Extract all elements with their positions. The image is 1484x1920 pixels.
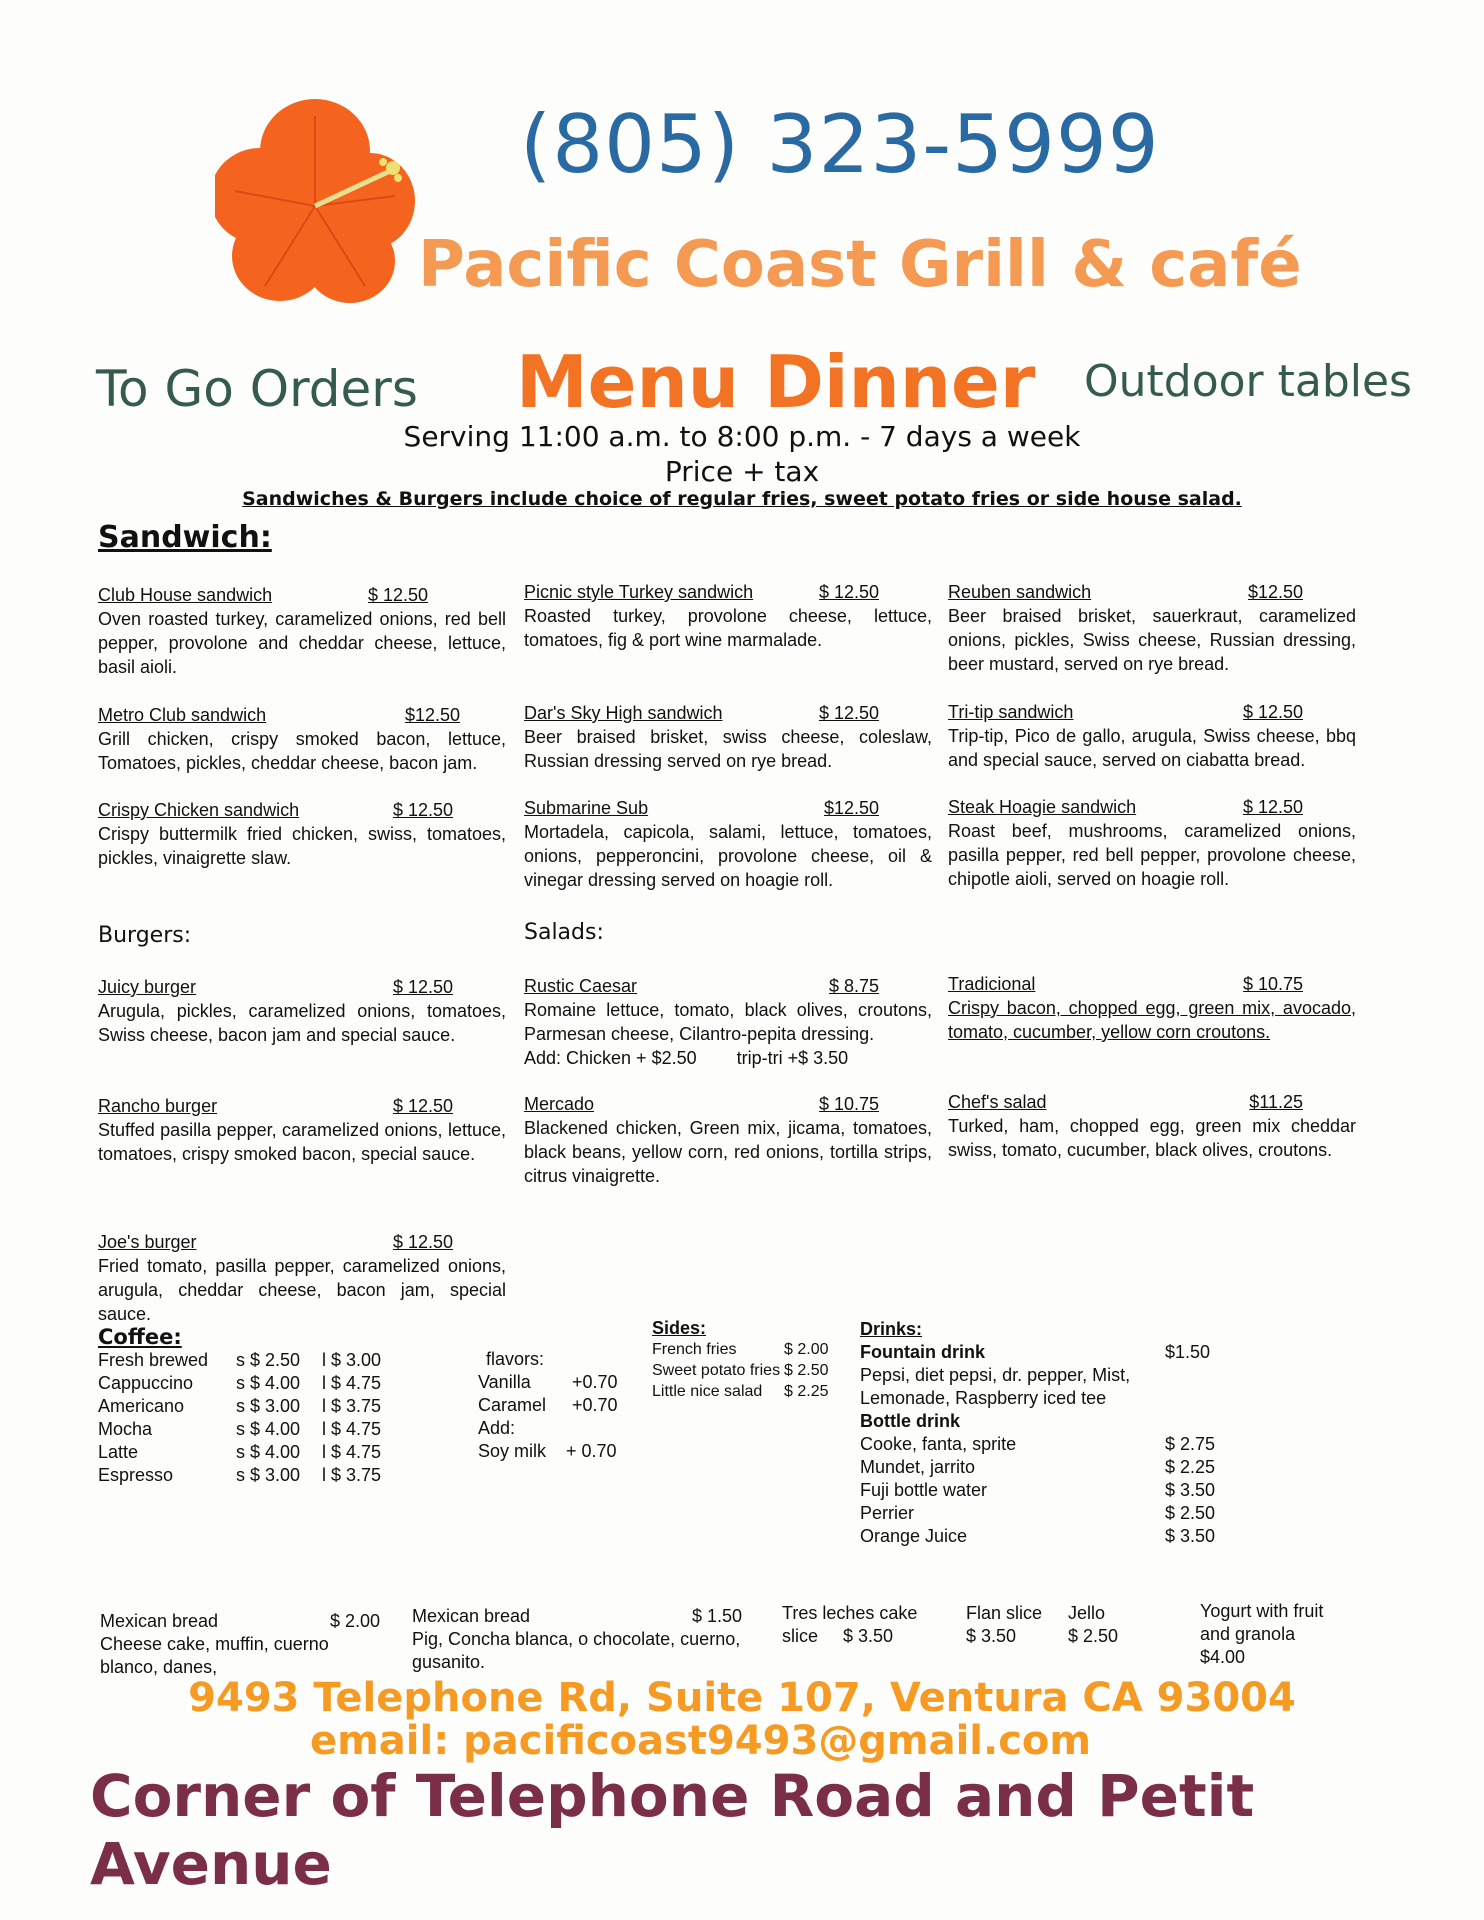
address: 9493 Telephone Rd, Suite 107, Ventura CA 93004 bbox=[188, 1675, 1296, 1721]
item-name: Juicy burger bbox=[98, 977, 197, 997]
coffee-large-price: l $ 3.75 bbox=[322, 1465, 382, 1485]
item-description: Turked, ham, chopped egg, green mix cheddar swiss, tomato, cucumber, black olives, croutons. bbox=[948, 1116, 1356, 1160]
item-name: Chef's salad bbox=[948, 1092, 1047, 1112]
item-description: Beer braised brisket, swiss cheese, coleslaw, Russian dressing served on rye bread. bbox=[524, 727, 932, 771]
coffee-name: Cappuccino bbox=[98, 1373, 194, 1393]
outdoor-tables: Outdoor tables bbox=[1084, 356, 1412, 407]
drink-row bbox=[860, 1502, 1215, 1525]
item-price: $ 12.50 bbox=[818, 703, 879, 723]
flavor-price: +0.70 bbox=[572, 1372, 618, 1392]
dessert-line-2: $ 3.50 bbox=[966, 1626, 1017, 1646]
bread-description: Pig, Concha blanca, o chocolate, cuerno, gusanito. bbox=[412, 1629, 741, 1672]
item-price: $ 12.50 bbox=[392, 800, 453, 820]
coffee-name: Mocha bbox=[98, 1419, 153, 1439]
menu-item-steak-hoagie bbox=[948, 795, 1356, 891]
item-name: Steak Hoagie sandwich bbox=[948, 797, 1137, 817]
flavors-section bbox=[478, 1348, 618, 1463]
dessert-line-1: Tres leches cake bbox=[782, 1603, 918, 1623]
item-description: Roasted turkey, provolone cheese, lettuce, tomatoes, fig & port wine marmalade. bbox=[524, 606, 932, 650]
item-price: $ 12.50 bbox=[1242, 702, 1303, 722]
item-description: Fried tomato, pasilla pepper, caramelized onions, arugula, cheddar cheese, bacon jam, special sauce. bbox=[98, 1256, 506, 1324]
side-name: French fries bbox=[652, 1341, 737, 1358]
jello bbox=[1068, 1602, 1118, 1648]
coffee-name: Fresh brewed bbox=[98, 1350, 209, 1370]
side-row bbox=[652, 1381, 828, 1402]
item-price: $12.50 bbox=[823, 798, 879, 818]
coffee-section bbox=[98, 1326, 381, 1487]
coffee-small-price: s $ 3.00 bbox=[236, 1396, 301, 1416]
item-description: Grill chicken, crispy smoked bacon, lettuce, Tomatoes, pickles, cheddar cheese, bacon jam. bbox=[98, 729, 506, 773]
item-name: Submarine Sub bbox=[524, 798, 649, 818]
drink-row bbox=[860, 1456, 1215, 1479]
coffee-large-price: l $ 4.75 bbox=[322, 1419, 382, 1439]
menu-item-tradicional bbox=[948, 972, 1356, 1044]
corner-location: Corner of Telephone Road and Petit Avenue bbox=[90, 1762, 1255, 1898]
coffee-row bbox=[98, 1395, 381, 1418]
bread-price: $ 1.50 bbox=[691, 1606, 742, 1626]
flavor-name: Vanilla bbox=[478, 1372, 531, 1392]
dessert-line-3: $4.00 bbox=[1200, 1647, 1246, 1667]
add-label: Add: bbox=[478, 1418, 516, 1438]
item-price: $ 12.50 bbox=[818, 582, 879, 602]
burgers-heading: Burgers: bbox=[98, 923, 192, 948]
drink-row bbox=[860, 1479, 1215, 1502]
bread-name: Mexican bread bbox=[412, 1606, 531, 1626]
coffee-heading: Coffee: bbox=[98, 1325, 182, 1349]
coffee-small-price: s $ 3.00 bbox=[236, 1465, 301, 1485]
item-description: Romaine lettuce, tomato, black olives, croutons, Parmesan cheese, Cilantro-pepita dressing. bbox=[524, 1000, 932, 1044]
item-price: $12.50 bbox=[1247, 582, 1303, 602]
coffee-row bbox=[98, 1349, 381, 1372]
item-description: Trip-tip, Pico de gallo, arugula, Swiss cheese, bbq and special sauce, served on ciabatta bread. bbox=[948, 726, 1356, 770]
drink-price: $ 3.50 bbox=[1165, 1526, 1216, 1546]
fountain-drink: Fountain drink bbox=[860, 1342, 985, 1362]
side-name: Sweet potato fries bbox=[652, 1362, 781, 1379]
dessert-line-2: slice $ 3.50 bbox=[782, 1626, 894, 1646]
item-description: Blackened chicken, Green mix, jicama, tomatoes, black beans, yellow corn, red onions, tortilla strips, citrus vinaigrette. bbox=[524, 1118, 932, 1186]
drink-price: $ 2.75 bbox=[1165, 1434, 1216, 1454]
menu-item-crispy-chicken bbox=[98, 798, 506, 870]
menu-item-picnic-turkey bbox=[524, 580, 932, 652]
coffee-small-price: s $ 2.50 bbox=[236, 1350, 301, 1370]
coffee-name: Americano bbox=[98, 1396, 185, 1416]
flavor-name: Caramel bbox=[478, 1395, 547, 1415]
menu-item-club-house bbox=[98, 583, 506, 679]
side-row bbox=[652, 1339, 828, 1360]
item-name: Rustic Caesar bbox=[524, 976, 638, 996]
menu-item-mercado bbox=[524, 1092, 932, 1188]
drink-price: $ 2.25 bbox=[1165, 1457, 1216, 1477]
bread-description: Cheese cake, muffin, cuerno blanco, danes, bbox=[100, 1634, 329, 1677]
menu-item-chefs-salad bbox=[948, 1090, 1356, 1162]
item-name: Dar's Sky High sandwich bbox=[524, 703, 723, 723]
menu-item-dars-sky-high bbox=[524, 701, 932, 773]
item-price: $11.25 bbox=[1249, 1092, 1303, 1112]
item-price: $ 12.50 bbox=[392, 1096, 453, 1116]
dessert-line-2: $ 2.50 bbox=[1068, 1626, 1119, 1646]
sandwich-heading: Sandwich: bbox=[98, 520, 272, 555]
add-chicken: Add: Chicken + $2.50 bbox=[524, 1048, 697, 1068]
drinks-section bbox=[860, 1318, 1215, 1548]
item-description: Oven roasted turkey, caramelized onions, red bell pepper, provolone and cheddar cheese, lettuce, basil aioli. bbox=[98, 609, 506, 677]
menu-item-rustic-caesar bbox=[524, 974, 932, 1070]
sides-section bbox=[652, 1318, 828, 1402]
fountain-desc-1: Pepsi, diet pepsi, dr. pepper, Mist, bbox=[860, 1365, 1131, 1385]
flavors-label: flavors: bbox=[486, 1349, 545, 1369]
item-name: Metro Club sandwich bbox=[98, 705, 267, 725]
drink-name: Cooke, fanta, sprite bbox=[860, 1434, 1017, 1454]
item-price: $ 12.50 bbox=[392, 1232, 453, 1252]
dessert-line-1: Flan slice bbox=[966, 1603, 1043, 1623]
item-price: $ 12.50 bbox=[367, 585, 428, 605]
item-name: Reuben sandwich bbox=[948, 582, 1092, 602]
coffee-row bbox=[98, 1372, 381, 1395]
menu-item-rancho-burger bbox=[98, 1094, 506, 1166]
menu-item-submarine bbox=[524, 796, 932, 892]
sides-heading: Sides: bbox=[652, 1318, 707, 1338]
menu-item-tri-tip bbox=[948, 700, 1356, 772]
tres-leches-cake bbox=[782, 1602, 917, 1648]
soy-milk-name: Soy milk bbox=[478, 1441, 547, 1461]
dessert-line-1: Yogurt with fruit bbox=[1200, 1601, 1324, 1621]
coffee-row bbox=[98, 1441, 381, 1464]
coffee-large-price: l $ 3.00 bbox=[322, 1350, 382, 1370]
menu-item-juicy-burger bbox=[98, 975, 506, 1047]
side-row bbox=[652, 1360, 828, 1381]
mexican-bread-2 bbox=[412, 1605, 742, 1674]
item-price: $ 10.75 bbox=[1242, 974, 1303, 994]
menu-item-joes-burger bbox=[98, 1230, 506, 1326]
item-name: Mercado bbox=[524, 1094, 595, 1114]
dessert-line-1: Jello bbox=[1068, 1603, 1106, 1623]
item-name: Joe's burger bbox=[98, 1232, 197, 1252]
restaurant-name: Pacific Coast Grill & café bbox=[418, 228, 1302, 302]
coffee-small-price: s $ 4.00 bbox=[236, 1419, 301, 1439]
soy-milk-price: + 0.70 bbox=[566, 1441, 617, 1461]
item-name: Picnic style Turkey sandwich bbox=[524, 582, 754, 602]
phone-number: (805) 323-5999 bbox=[520, 98, 1160, 191]
email: email: pacificoast9493@gmail.com bbox=[310, 1718, 1092, 1764]
drink-price: $ 2.50 bbox=[1165, 1503, 1216, 1523]
yogurt-granola bbox=[1200, 1600, 1323, 1669]
item-price: $ 12.50 bbox=[392, 977, 453, 997]
coffee-large-price: l $ 4.75 bbox=[322, 1373, 382, 1393]
fountain-desc-2: Lemonade, Raspberry iced tee bbox=[860, 1388, 1107, 1408]
item-price: $12.50 bbox=[404, 705, 460, 725]
coffee-large-price: l $ 4.75 bbox=[322, 1442, 382, 1462]
item-description: Mortadela, capicola, salami, lettuce, tomatoes, onions, pepperoncini, provolone cheese, oil & vinegar dressing served on hoagie roll. bbox=[524, 822, 932, 890]
flavor-price: +0.70 bbox=[572, 1395, 618, 1415]
item-description: Crispy buttermilk fried chicken, swiss, tomatoes, pickles, vinaigrette slaw. bbox=[98, 824, 506, 868]
menu-item-metro-club bbox=[98, 703, 506, 775]
drink-name: Orange Juice bbox=[860, 1526, 968, 1546]
menu-item-reuben bbox=[948, 580, 1356, 676]
coffee-name: Espresso bbox=[98, 1465, 174, 1485]
serving-hours: Serving 11:00 a.m. to 8:00 p.m. - 7 days a week bbox=[403, 420, 1081, 453]
item-description: Roast beef, mushrooms, caramelized onions, pasilla pepper, red bell pepper, provolone cheese, chipotle aioli, served on hoagie roll. bbox=[948, 821, 1356, 889]
drink-name: Perrier bbox=[860, 1503, 915, 1523]
item-description: Arugula, pickles, caramelized onions, tomatoes, Swiss cheese, bacon jam and special sauce. bbox=[98, 1001, 506, 1045]
flavor-row bbox=[478, 1394, 618, 1417]
bottle-drink: Bottle drink bbox=[860, 1411, 961, 1431]
coffee-small-price: s $ 4.00 bbox=[236, 1373, 301, 1393]
dessert-line-2: and granola bbox=[1200, 1624, 1296, 1644]
drink-name: Mundet, jarrito bbox=[860, 1457, 976, 1477]
flan-slice bbox=[966, 1602, 1042, 1648]
drink-row bbox=[860, 1433, 1215, 1456]
salads-heading: Salads: bbox=[524, 920, 604, 945]
drinks-heading: Drinks: bbox=[860, 1319, 923, 1339]
coffee-row bbox=[98, 1464, 381, 1487]
fountain-price: $1.50 bbox=[1165, 1342, 1211, 1362]
side-price: $ 2.00 bbox=[784, 1341, 829, 1358]
add-tri-tip: trip-tri +$ 3.50 bbox=[736, 1048, 849, 1068]
menu-title: Menu Dinner bbox=[516, 340, 1036, 424]
side-price: $ 2.25 bbox=[784, 1383, 829, 1400]
to-go-orders: To Go Orders bbox=[96, 360, 418, 418]
coffee-name: Latte bbox=[98, 1442, 139, 1462]
drink-row bbox=[860, 1525, 1215, 1548]
item-price: $ 12.50 bbox=[1242, 797, 1303, 817]
item-name: Rancho burger bbox=[98, 1096, 218, 1116]
bread-price: $ 2.00 bbox=[329, 1611, 380, 1631]
side-name: Little nice salad bbox=[652, 1383, 763, 1400]
side-price: $ 2.50 bbox=[784, 1362, 829, 1379]
item-description: Beer braised brisket, sauerkraut, caramelized onions, pickles, Swiss cheese, Russian dressing, beer mustard, served on rye bread. bbox=[948, 606, 1356, 674]
item-price: $ 10.75 bbox=[818, 1094, 879, 1114]
flavor-row bbox=[478, 1371, 618, 1394]
item-name: Club House sandwich bbox=[98, 585, 273, 605]
item-name: Tradicional bbox=[948, 974, 1036, 994]
price-tax-note: Price + tax bbox=[664, 455, 820, 488]
coffee-large-price: l $ 3.75 bbox=[322, 1396, 382, 1416]
includes-note: Sandwiches & Burgers include choice of regular fries, sweet potato fries or side house salad. bbox=[242, 488, 1242, 510]
item-name: Crispy Chicken sandwich bbox=[98, 800, 300, 820]
hibiscus-logo bbox=[215, 96, 415, 306]
item-price: $ 8.75 bbox=[828, 976, 879, 996]
drink-name: Fuji bottle water bbox=[860, 1480, 988, 1500]
coffee-row bbox=[98, 1418, 381, 1441]
drink-price: $ 3.50 bbox=[1165, 1480, 1216, 1500]
item-description: Crispy bacon, chopped egg, green mix, avocado, tomato, cucumber, yellow corn croutons. bbox=[948, 998, 1356, 1042]
mexican-bread-1 bbox=[100, 1610, 380, 1679]
coffee-small-price: s $ 4.00 bbox=[236, 1442, 301, 1462]
bread-name: Mexican bread bbox=[100, 1611, 219, 1631]
item-description: Stuffed pasilla pepper, caramelized onions, lettuce, tomatoes, crispy smoked bacon, special sauce. bbox=[98, 1120, 506, 1164]
item-name: Tri-tip sandwich bbox=[948, 702, 1074, 722]
